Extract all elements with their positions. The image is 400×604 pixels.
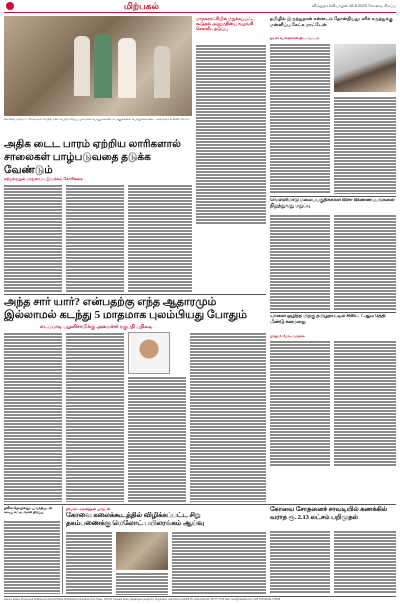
photo-figure-center (94, 34, 112, 98)
story3-body-col1 (270, 43, 330, 193)
story4-body-col2 (334, 214, 396, 310)
story7-box (4, 506, 63, 594)
photo-figure-left (74, 36, 90, 96)
story8-body-col1 (66, 531, 112, 595)
masthead-rule (4, 12, 396, 13)
story2-body (196, 44, 266, 224)
dateline: விருதுநகர்வியாழன் 28.8.2025 கோவை சிறப்பு (311, 3, 396, 8)
lead-body-col1 (4, 332, 62, 502)
story8-headline-line1: கோவை கலைக்கூடத்தில் விழிக்கப்பட்ட சிறு (66, 512, 201, 519)
lead-headline-line1: அந்த சார் யார்? என்பதற்கு எந்த ஆதாரமும் (4, 296, 217, 308)
photo-figure-right (118, 38, 136, 98)
story7-body (4, 520, 60, 594)
brand-logo (6, 2, 14, 10)
story9-headline: கோவை சோதனைச் சாவடியில் கணக்கில் வராத ரூ. 2.13 லட்சம் பறிமுதல் (270, 506, 388, 521)
lead-body-col3 (128, 376, 186, 502)
story4-body-col1 (270, 214, 330, 310)
masthead-title: மிற்பகல் (124, 1, 159, 11)
story6-subhead: பிரதமர் மோடி வருகை (270, 334, 305, 338)
lead-body-col4 (190, 332, 266, 502)
lead-photo (128, 332, 170, 374)
story8-headline-line2: தகம்பணைக்கு மெலோட் பயிலரங்கம் ஆய்வு (66, 520, 204, 527)
story8-body-col2 (116, 572, 168, 595)
photo-figure-far-right (154, 46, 170, 98)
story3-subhead: நடிகர் கமல்ஹாசன் திட்டவட்டம் (270, 36, 320, 40)
story6-body-col1 (270, 340, 330, 466)
story1-headline: அதிக டைட பாரம் ஏற்றிய லாரிகளால் சாலைகள் பாழ்படுவதை தடுக்க வேண்டும் (4, 139, 181, 176)
divider-right-2 (270, 312, 396, 313)
story1-body-col3 (128, 184, 192, 292)
story1-body-col1 (4, 184, 62, 292)
story6-body-col2 (334, 340, 396, 466)
story1-body-col2 (66, 184, 124, 292)
story4-headline: வெள்ளிமாடு மலைப்பகுதிக்கான விசா விண்ணப்பங்களை நிறுத்துவது மறுப்பு (270, 198, 395, 209)
story8-label: நிர்மலா அரவிந்தன் பாருடன் (66, 507, 111, 511)
lead-subhead: எடப்பாடி பழனிசாமிக்கு அமைச்சர் ரகுபதி பதிலடி (40, 324, 153, 330)
story9-box (270, 506, 396, 594)
story7-headline: நவீன தொழில்நுட்ப வசதியுடன் கூடிய கட்டிடங்கள் திறப்பு (4, 506, 53, 515)
lead-body-col2 (66, 332, 124, 502)
footer-rule (4, 596, 396, 597)
lead-top-rule (4, 294, 266, 295)
bottom-section-rule (4, 504, 396, 505)
story8-photo (116, 532, 168, 570)
story2-headline: மாநகராட்சியில் மறுக்கப்பட்ட கூடுதல் அனுமதியை வழங்கி செலவீட தடுப்பு (196, 16, 255, 32)
story3-photo (334, 44, 396, 92)
story3-body-col2 (334, 96, 396, 194)
story1-photo-caption: கோவை மாவட்ட நிர்வாகம் சார்பில் நடைபெற்ற சிறப்பு முகாமில் பொதுமக்களிடம் மனுக்களை பெற்றுக்கொண்ட அமைச்சர் உள்ளிட்டோர். (4, 118, 190, 121)
story9-body-col2 (334, 530, 396, 594)
story1-subhead: சுற்றுச்சூழல் பாதுகாப்பு இயக்கம் கோரிக்கை (4, 176, 83, 181)
story9-body-col1 (270, 530, 330, 594)
story3-headline: தமிழில் இருந்துதான் கன்னடம் தோன்றியது: சரிக் கருத்துக்கு மன்னிப்பு கேட்க மாட்டேன் (270, 16, 393, 27)
masthead (0, 0, 400, 14)
footer-imprint: Owned, Edited, Printed and Published by MA GOVINDA APPANNAN at Pandiyar Print House, 105/7/8, Kamaraj Road, Nagalingam Nagar Rd, Singanallur, Coimbatore 641005 Ph: 0422-2341212, 9677777766 Mail: news@paadhai.com | RNI TNTAM/2017/74538 (4, 598, 281, 601)
divider-right-1 (270, 196, 396, 197)
story1-photo (4, 16, 192, 116)
story8-body-col3 (172, 531, 266, 595)
story6-headline: யானை ஒழித்த பிறகு தமிழ்நாட்டில் சிஸ்ட் 7 ஆம் தேதி மீண்டு கனமழை (270, 314, 386, 325)
lead-headline-line2: இல்லாமல் கடந்து 5 மாதமாக புலம்பியது போதும் (4, 309, 248, 321)
